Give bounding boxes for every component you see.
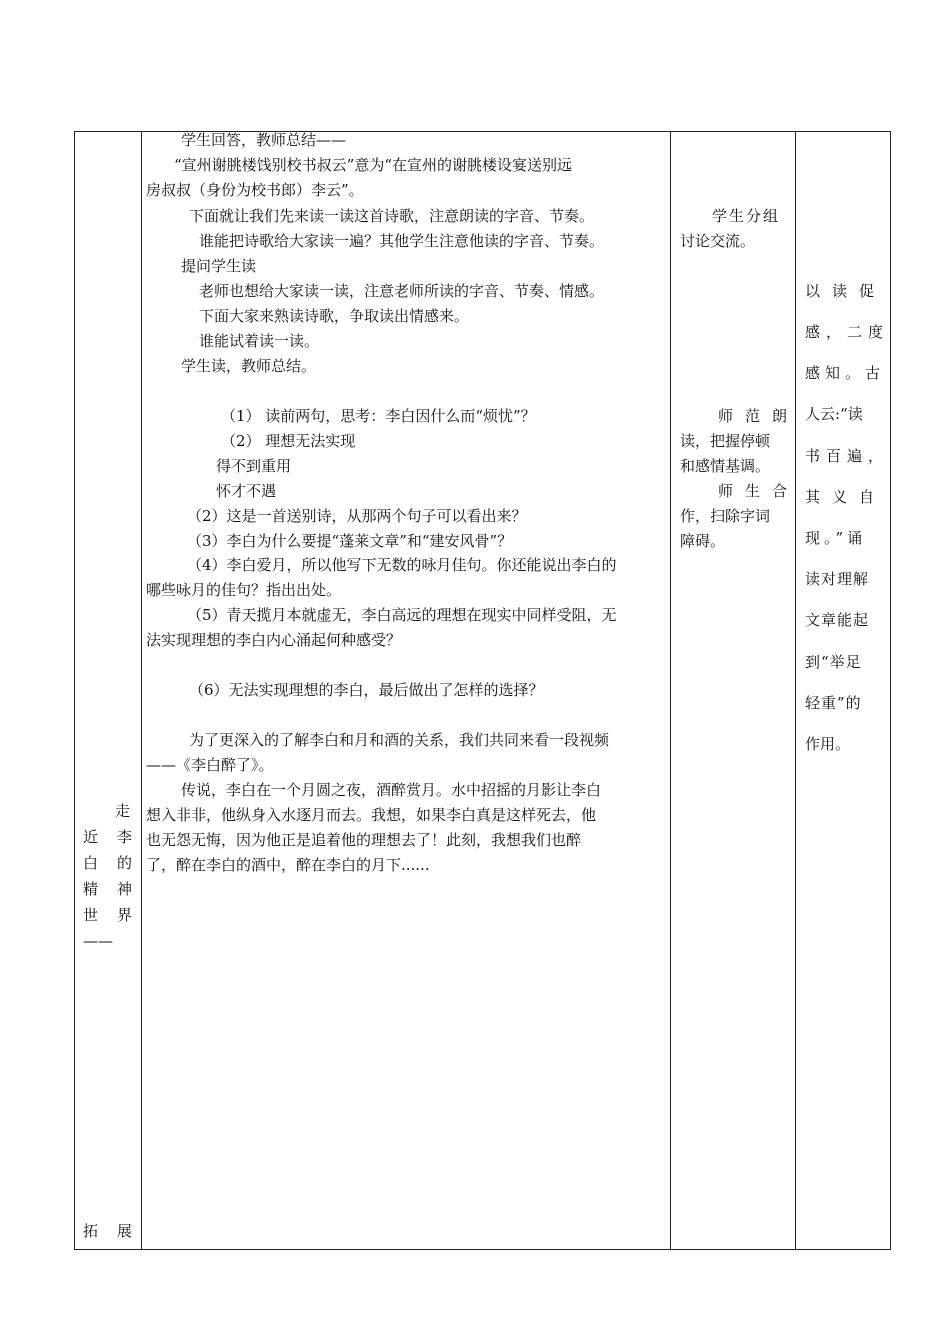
intent-line: 轻重”的 <box>805 694 862 712</box>
content-line: 学生读，教师总结。 <box>181 357 317 375</box>
question-line: （3）李白为什么要提“蓬莱文章”和“建安风骨”？ <box>187 532 513 550</box>
activity-line: 读，把握停顿 <box>680 432 771 450</box>
section-title-line: —— <box>83 932 113 950</box>
content-line: 房叔叔（身份为校书郎）李云”。 <box>146 181 364 199</box>
column-divider-2 <box>670 132 671 1249</box>
activity-line: 学生分组 <box>712 207 781 225</box>
question-line: 法实现理想的李白内心涌起何种感受？ <box>146 631 402 649</box>
activity-line: 和感情基调。 <box>680 457 771 475</box>
answer-line: 怀才不遇 <box>216 482 277 500</box>
intent-line: 感，二度 <box>805 323 890 341</box>
section-title-line: 拓展 <box>83 1222 152 1240</box>
intent-line: 现。”诵 <box>805 529 867 547</box>
activity-line: 师范朗 <box>718 407 800 425</box>
activity-line: 障碍。 <box>680 532 726 550</box>
activity-line: 作，扫除字词 <box>680 507 771 525</box>
intent-line: 作用。 <box>805 735 851 753</box>
section-title-column <box>0 0 152 1344</box>
question-line: （2） 理想无法实现 <box>221 432 356 450</box>
content-line: 谁能把诗歌给大家读一遍？其他学生注意他读的字音、节奏。 <box>199 232 605 250</box>
content-line: 谁能试着读一读。 <box>199 332 320 350</box>
section-title-line: 近李 <box>83 828 152 846</box>
section-title-line: 世界 <box>83 906 152 924</box>
intent-line: 以读促 <box>805 282 887 300</box>
section-title-line: 走 <box>114 802 130 820</box>
question-line: （4）李白爱月，所以他写下无数的咏月佳句。你还能说出李白的 <box>187 556 617 574</box>
intent-line: 其义自 <box>805 488 887 506</box>
content-line: 传说，李白在一个月圆之夜，酒醉赏月。水中招摇的月影让李白 <box>181 781 602 799</box>
column-divider-3 <box>795 132 796 1249</box>
question-line: 哪些咏月的佳句？指出出处。 <box>146 581 342 599</box>
activity-line: 讨论交流。 <box>680 232 756 250</box>
content-line: 也无怨无悔，因为他正是追着他的理想去了！此刻，我想我们也醉 <box>146 831 582 849</box>
content-line: 老师也想给大家读一读，注意老师所读的字音、节奏、情感。 <box>199 282 605 300</box>
content-line: 为了更深入的了解李白和月和酒的关系，我们共同来看一段视频 <box>189 731 610 749</box>
content-line: 下面大家来熟读诗歌，争取读出情感来。 <box>199 307 470 325</box>
intent-line: 读对理解 <box>805 570 870 588</box>
intent-line: 书百遍， <box>805 447 890 465</box>
section-title-line: 精神 <box>83 880 152 898</box>
question-line: （6）无法实现理想的李白，最后做出了怎样的选择？ <box>189 681 544 699</box>
section-title-line: 白的 <box>83 854 152 872</box>
question-line: （2）这是一首送别诗，从那两个句子可以看出来？ <box>187 507 527 525</box>
answer-line: 得不到重用 <box>216 457 292 475</box>
content-line: 下面就让我们先来读一读这首诗歌，注意朗读的字音、节奏。 <box>189 207 595 225</box>
question-line: （5）青天揽月本就虚无，李白高远的理想在现实中同样受阻，无 <box>187 606 617 624</box>
intent-line: 感知。古 <box>805 364 886 382</box>
intent-line: 文章能起 <box>805 611 870 629</box>
column-divider-1 <box>141 132 142 1249</box>
content-line: 提问学生读 <box>181 257 257 275</box>
content-line: “宣州谢朓楼饯别校书叔云”意为“在宣州的谢朓楼设宴送别远 <box>174 156 573 174</box>
content-line: 学生回答，教师总结—— <box>181 131 347 149</box>
question-line: （1） 读前两句，思考：李白因什么而“烦忧”？ <box>221 407 536 425</box>
content-line: ——《李白醉了》。 <box>146 756 274 774</box>
intent-line: 人云:“读 <box>805 405 863 423</box>
activity-line: 师生合 <box>718 482 800 500</box>
content-line: 想入非非，他纵身入水逐月而去。我想，如果李白真是这样死去，他 <box>146 806 597 824</box>
intent-line: 到“举足 <box>805 653 862 671</box>
content-line: 了，醉在李白的酒中，醉在李白的月下...... <box>146 856 430 874</box>
